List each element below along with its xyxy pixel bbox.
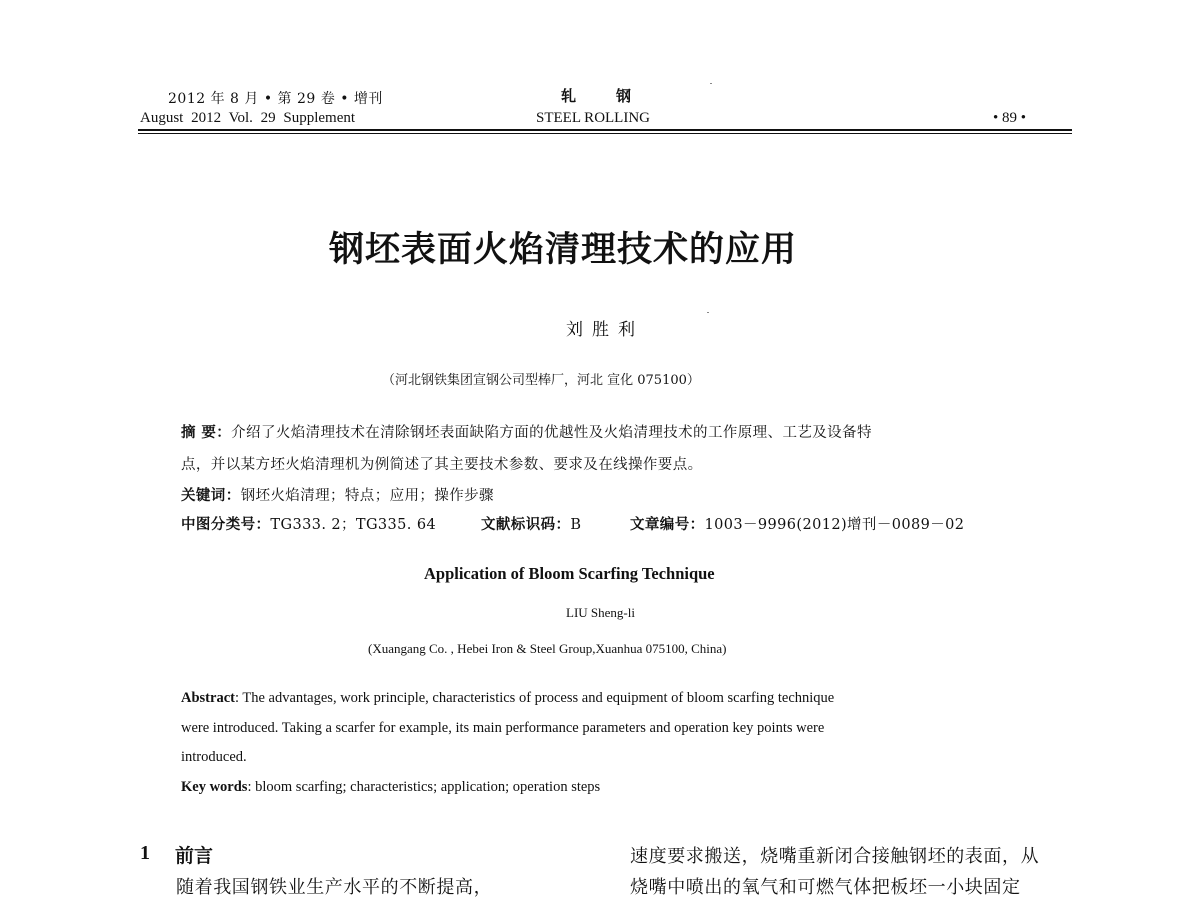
- abstract-en-line-3: introduced.: [181, 749, 247, 765]
- right-column-line-1: 速度要求搬送，烧嘴重新闭合接触钢坯的表面，从: [630, 846, 1040, 867]
- header-journal-en: STEEL ROLLING: [536, 110, 651, 126]
- keywords-en-text: : bloom scarfing; characteristics; application; operation steps: [247, 779, 601, 795]
- scan-speck: [707, 312, 709, 313]
- doc-code-label: 文献标识码：: [481, 516, 571, 533]
- clc-value: TG333. 2；TG335. 64: [270, 517, 437, 533]
- header-rule-thick: [138, 129, 1072, 131]
- article-title-cn: 钢坯表面火焰清理技术的应用: [329, 230, 798, 270]
- abstract-en-line-2: were introduced. Taking a scarfer for example, its main performance parameters and operation key points were: [181, 720, 825, 736]
- abstract-cn-label: 摘 要：: [181, 424, 232, 441]
- keywords-cn: [181, 484, 494, 505]
- header-page-number: • 89 •: [993, 110, 1027, 126]
- keywords-cn-text: 钢坯火焰清理；特点；应用；操作步骤: [240, 488, 494, 504]
- keywords-en: [181, 779, 600, 796]
- classification-line: [181, 513, 436, 534]
- affiliation-en: (Xuangang Co. , Hebei Iron & Steel Group,Xuanhua 075100, China): [368, 641, 727, 656]
- article-number-value: 1003－9996(2012)增刊－0089－02: [704, 517, 965, 533]
- left-column-line-1-partial: 随着我国钢铁业生产水平的不断提高，: [176, 877, 493, 898]
- scan-speck: [710, 83, 712, 84]
- header-issue-cn: 2012 年 8 月 • 第 29 卷 • 增刊: [168, 91, 383, 107]
- header-journal-cn: 轧钢: [561, 87, 672, 105]
- article-title-en: Application of Bloom Scarfing Technique: [424, 564, 715, 583]
- article-number-label: 文章编号：: [630, 516, 705, 533]
- abstract-en-line-1: [181, 690, 834, 707]
- author-en: LIU Sheng-li: [566, 605, 635, 620]
- author-cn: 刘胜利: [566, 320, 644, 340]
- article-number: [630, 513, 964, 534]
- header-rule-thin: [138, 133, 1072, 134]
- right-column-line-2-partial: 烧嘴中喷出的氧气和可燃气体把板坯一小块固定: [630, 877, 1021, 898]
- header-issue-en: August 2012 Vol. 29 Supplement: [140, 110, 356, 126]
- keywords-en-label: Key words: [181, 779, 248, 795]
- abstract-cn-line-2: 点，并以某方坯火焰清理机为例简述了其主要技术参数、要求及在线操作要点。: [181, 457, 703, 473]
- affiliation-cn: （河北钢铁集团宣钢公司型棒厂，河北 宣化 075100）: [382, 373, 700, 388]
- section-number: 1: [140, 842, 150, 864]
- abstract-en-text-1: : The advantages, work principle, characteristics of process and equipment of bloom scarfing technique: [234, 690, 835, 706]
- abstract-cn-line-1: [181, 421, 872, 442]
- keywords-cn-label: 关键词：: [181, 487, 241, 504]
- abstract-cn-text-1: 介绍了火焰清理技术在清除钢坯表面缺陷方面的优越性及火焰清理技术的工作原理、工艺及设备特: [231, 425, 872, 441]
- section-title: 前言: [175, 845, 214, 867]
- abstract-en-label: Abstract: [181, 690, 235, 706]
- doc-code-value: B: [570, 517, 582, 533]
- doc-code: [481, 513, 581, 534]
- clc-label: 中图分类号：: [181, 516, 271, 533]
